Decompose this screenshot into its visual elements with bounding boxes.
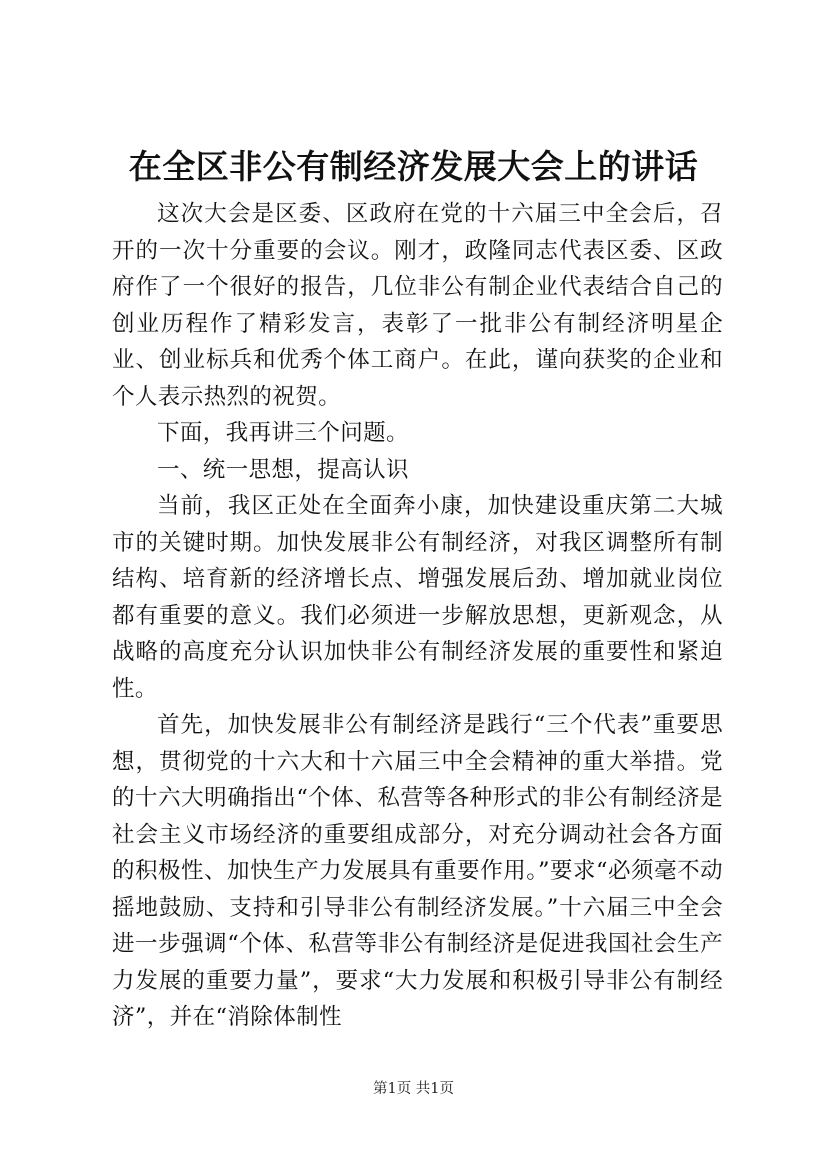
- document-body: [112, 196, 723, 1036]
- section-heading-1: 一、统一思想，提高认识: [157, 456, 409, 483]
- paragraph-transition: 下面，我再讲三个问题。: [157, 420, 409, 446]
- page-number-footer: 第1页 共1页: [372, 1081, 455, 1097]
- document-title: 在全区非公有制经济发展大会上的讲话: [128, 147, 699, 186]
- paragraph-intro: 这次大会是区委、区政府在党的十六届三中全会后，召开的一次十分重要的会议。刚才，政隆同志代表区委、区政府作了一个很好的报告，几位非公有制企业代表结合自己的创业历程作了精彩发言，表彰了一批非公有制经济明星企业、创业标兵和优秀个体工商户。在此，谨向获奖的企业和个人表示热烈的祝贺。: [112, 201, 723, 410]
- paragraph-first-point: 首先，加快发展非公有制经济是践行“三个代表”重要思想，贯彻党的十六大和十六届三中全会精神的重大举措。党的十六大明确指出“个体、私营等各种形式的非公有制经济是社会主义市场经济的重要组成部分，对充分调动社会各方面的积极性、加快生产力发展具有重要作用。”要求“必须毫不动摇地鼓励、支持和引导非公有制经济发展。”十六届三中全会进一步强调“个体、私营等非公有制经济是促进我国社会生产力发展的重要力量”，要求“大力发展和积极引导非公有制经济”，并在“消除体制性: [112, 712, 723, 1030]
- paragraph-current-period: 当前，我区正处在全面奔小康，加快建设重庆第二大城市的关键时期。加快发展非公有制经济，对我区调整所有制结构、培育新的经济增长点、增强发展后劲、增加就业岗位都有重要的意义。我们必须进一步解放思想，更新观念，从战略的高度充分认识加快非公有制经济发展的重要性和紧迫性。: [112, 493, 723, 702]
